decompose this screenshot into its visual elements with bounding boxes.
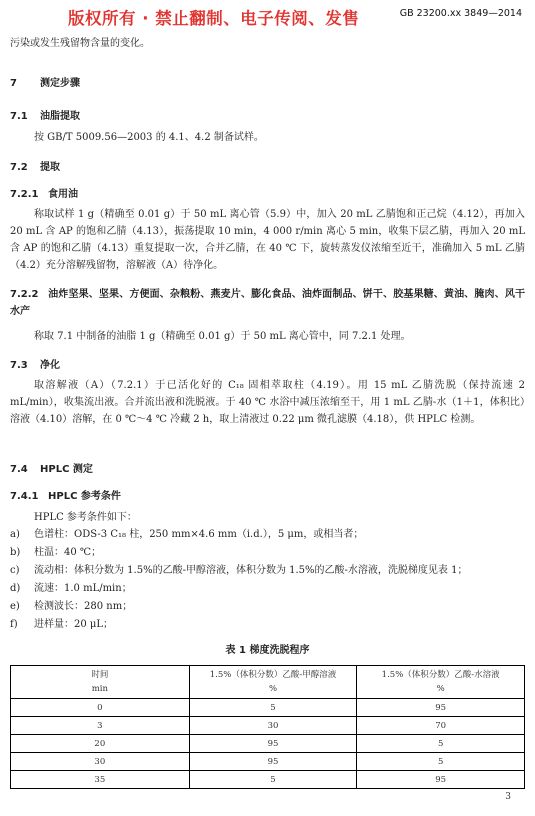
section-number: 7.4 (10, 464, 28, 475)
table-cell: 95 (357, 699, 525, 717)
list-text: 流动相：体积分数为 1.5%的乙酸-甲醇溶液，体积分数为 1.5%的乙酸-水溶液，洗脱梯度见表 1； (34, 565, 468, 576)
copyright-watermark: 版权所有 · 禁止翻制、电子传阅、发售 (68, 9, 360, 28)
paragraph-text: 称取试样 1 g（精确至 0.01 g）于 50 mL 离心管（5.9）中，加入 20 mL 乙腈饱和正己烷（4.12），再加入 20 mL 含 AP 的饱和乙腈（4.13），振荡提取 10 min，4 000 r/min 离心 5 min，收集下层乙腈，再加入 20 mL 含 AP 的饱和乙腈（4.13）重复提取一次，合并乙腈，在 40 ℃ 下，旋转蒸发仪浓缩至近干，准确加入 5 mL 乙腈（4.2）充分溶解残留物，溶解液（A）待净化。 (10, 209, 525, 271)
table-cell: 30 (189, 717, 357, 735)
table-cell: 3 (11, 717, 190, 735)
section-7-3-paragraph (10, 377, 525, 428)
table-cell: 5 (357, 753, 525, 771)
section-title: HPLC 测定 (40, 464, 93, 475)
section-title: 油脂提取 (40, 111, 80, 122)
section-number: 7.1 (10, 111, 28, 122)
table-cell: 5 (189, 699, 357, 717)
list-text: 色谱柱：ODS-3 C₁₈ 柱，250 mm×4.6 mm（i.d.），5 μm，或相当者； (34, 529, 364, 540)
header-unit: % (436, 684, 445, 694)
table-cell: 35 (11, 771, 190, 789)
table-cell: 95 (189, 753, 357, 771)
section-number: 7.4.1 (10, 491, 39, 502)
table-cell: 20 (11, 735, 190, 753)
list-label: d) (10, 583, 21, 594)
table-header-row (11, 666, 525, 699)
table-row (11, 717, 525, 735)
section-7-4-1-heading (10, 487, 121, 502)
header-line: 1.5%（体积分数）乙酸-水溶液 (381, 670, 500, 680)
table-row (11, 699, 525, 717)
list-item (10, 564, 467, 578)
section-number: 7.2 (10, 162, 28, 173)
section-title: 油炸坚果、坚果、方便面、杂粮粉、燕麦片、膨化食品、油炸面制品、饼干、胶基果糖、黄油、腌肉、风干水产 (10, 289, 525, 317)
table-row (11, 735, 525, 753)
list-text: 流速：1.0 mL/min； (34, 583, 132, 594)
table-cell: 5 (189, 771, 357, 789)
page-number: 3 (505, 792, 511, 802)
section-title: 测定步骤 (40, 78, 80, 89)
paragraph-text: 取溶解液（A）（7.2.1）于已活化好的 C₁₈ 固相萃取柱（4.19）。用 15 mL 乙腈洗脱（保持流速 2 mL/min），收集流出液。合并流出液和洗脱液。于 40 ℃ 水浴中减压浓缩至干，用 1 mL 乙腈-水（1＋1，体积比）溶液（4.10）溶解，在 0 ℃～4 ℃ 冷藏 2 h，取上清液过 0.22 μm 微孔滤膜（4.18），供 HPLC 检测。 (10, 380, 525, 425)
table-cell: 95 (189, 735, 357, 753)
header-unit: min (91, 684, 108, 694)
intro-line: 污染或发生残留物含量的变化。 (10, 38, 150, 49)
table-row (11, 753, 525, 771)
list-label: f) (10, 619, 18, 630)
header-line: 时间 (91, 670, 109, 680)
section-7-2-1-paragraph (10, 206, 525, 274)
list-label: c) (10, 565, 20, 576)
table-cell: 0 (11, 699, 190, 717)
table-cell: 95 (357, 771, 525, 789)
list-item (10, 600, 132, 614)
list-item (10, 618, 113, 632)
header-line: 1.5%（体积分数）乙酸-甲醇溶液 (209, 670, 337, 680)
list-label: a) (10, 529, 20, 540)
hplc-conditions-intro: HPLC 参考条件如下： (34, 512, 137, 523)
section-number: 7.3 (10, 360, 28, 371)
list-text: 进样量：20 μL； (34, 619, 114, 630)
section-7-4-heading (10, 460, 93, 475)
list-text: 柱温：40 ℃； (34, 547, 102, 558)
section-7-3-heading (10, 356, 60, 371)
table-caption: 表 1 梯度洗脱程序 (225, 645, 310, 656)
standard-number: GB 23200.xx 3849—2014 (399, 8, 522, 19)
section-7-2-heading (10, 158, 60, 173)
list-text: 检测波长：280 nm； (34, 601, 133, 612)
list-label: b) (10, 547, 21, 558)
column-header-water (357, 666, 525, 699)
section-title: 食用油 (48, 189, 78, 200)
header-unit: % (268, 684, 278, 694)
section-7-1-heading (10, 107, 80, 122)
table-row (11, 771, 525, 789)
section-number: 7.2.1 (10, 189, 39, 200)
table-cell: 70 (357, 717, 525, 735)
section-title: 提取 (40, 162, 60, 173)
list-item (10, 582, 132, 596)
section-number: 7.2.2 (10, 289, 39, 300)
list-item (10, 528, 363, 542)
column-header-time (11, 666, 190, 699)
section-7-2-2-heading (10, 286, 525, 320)
table-cell: 5 (357, 735, 525, 753)
section-7-2-2-text: 称取 7.1 中制备的油脂 1 g（精确至 0.01 g）于 50 mL 离心管中，同 7.2.1 处理。 (34, 331, 411, 342)
section-number: 7 (10, 78, 17, 89)
section-title: 净化 (40, 360, 60, 371)
section-7-1-text: 按 GB/T 5009.56—2003 的 4.1、4.2 制备试样。 (34, 132, 264, 143)
table-cell: 30 (11, 753, 190, 771)
column-header-methanol (189, 666, 357, 699)
section-title: HPLC 参考条件 (48, 491, 121, 502)
section-7-2-1-heading (10, 185, 78, 200)
section-7-heading (10, 74, 80, 89)
list-label: e) (10, 601, 20, 612)
gradient-table (10, 665, 525, 789)
list-item (10, 546, 101, 560)
